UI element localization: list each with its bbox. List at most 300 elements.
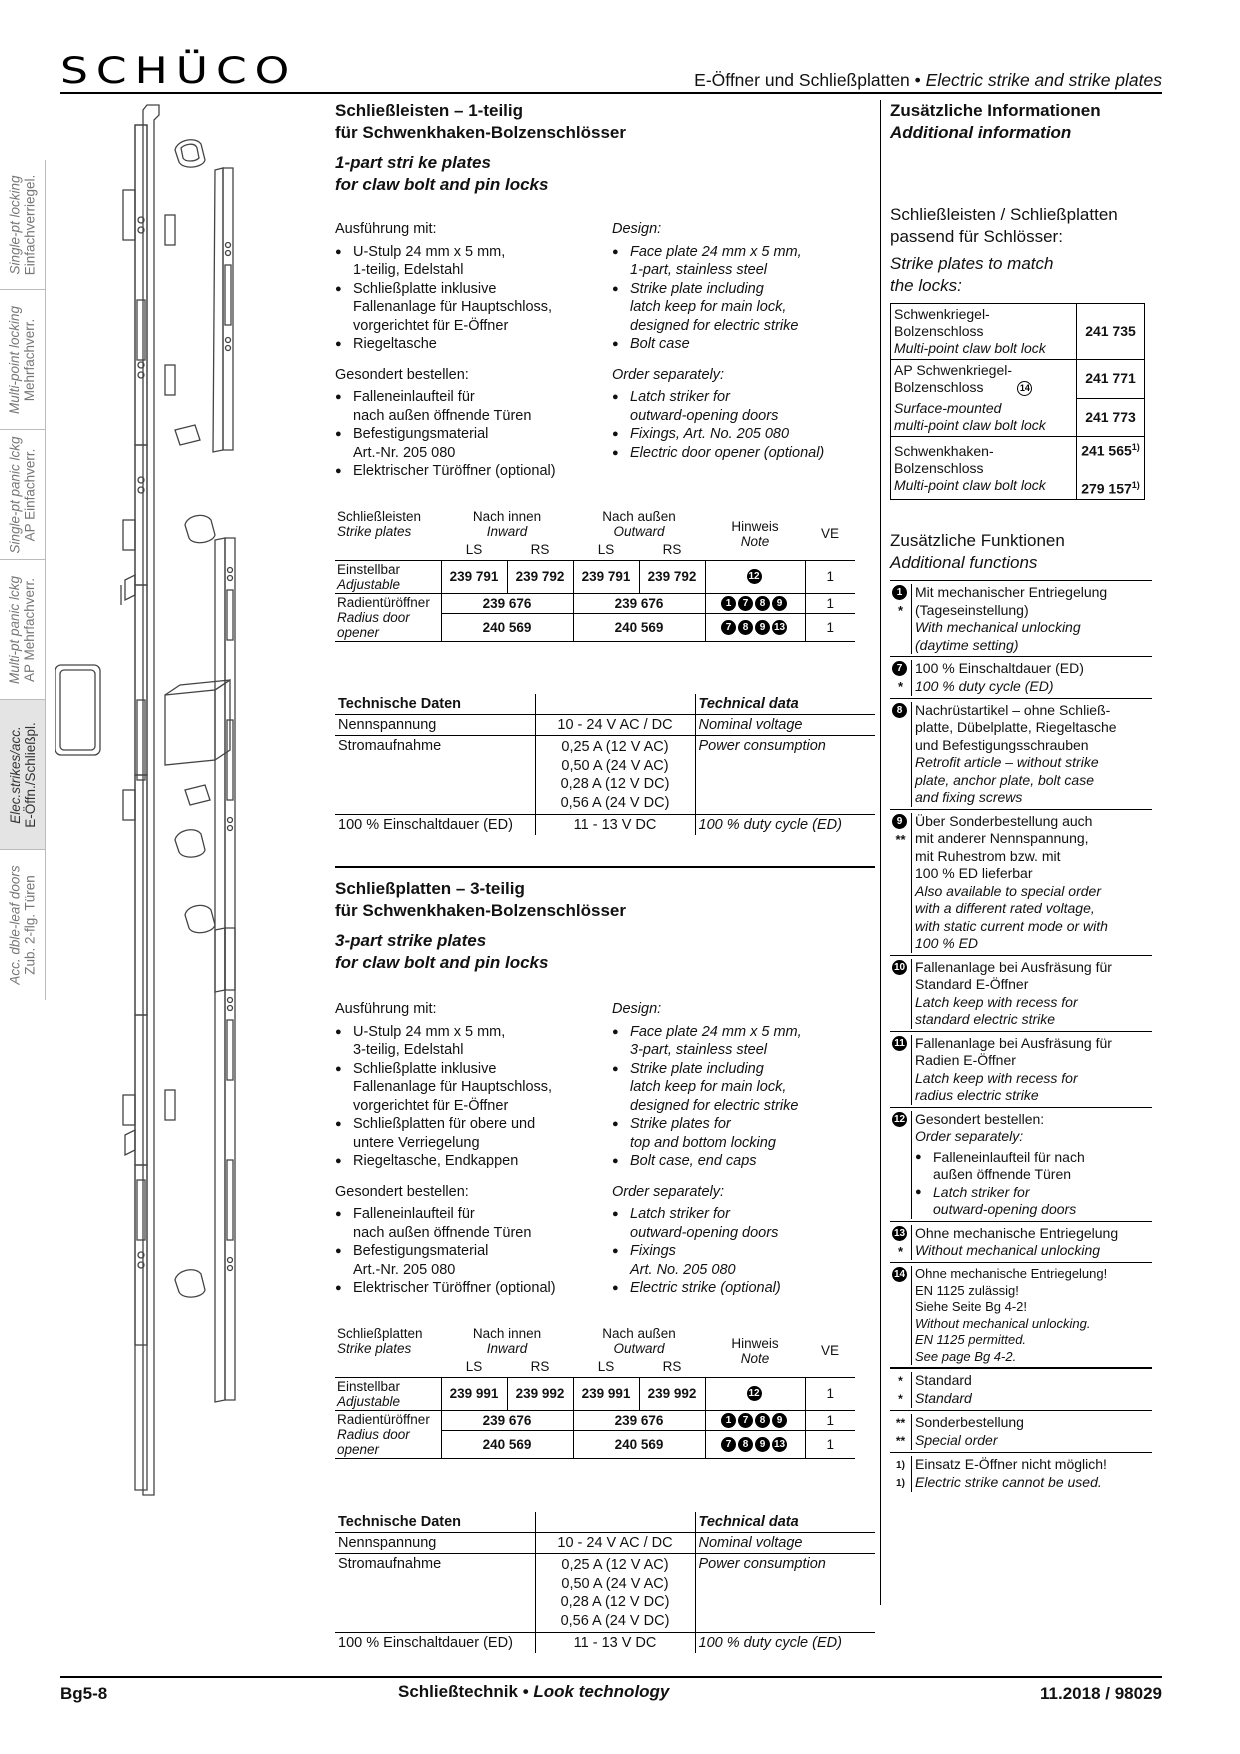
legend-en: Electric strike cannot be used. <box>915 1473 1102 1490</box>
function-item <box>890 1263 1152 1369</box>
ve-value: 1 <box>826 1386 834 1401</box>
row-label <box>335 560 441 593</box>
note-cell <box>705 1430 805 1458</box>
row-label <box>335 1377 441 1410</box>
col-head-strike-plates <box>335 508 441 560</box>
note-badge-icon: 8 <box>755 1413 770 1428</box>
article-number: 239 991 <box>441 1377 507 1410</box>
design-head-en: Design: <box>612 1001 662 1017</box>
table-row <box>891 437 1145 500</box>
legend-mark: 1) <box>896 1477 905 1489</box>
tab-label-de: AP Einfachverr. <box>22 448 38 541</box>
tech-label: Stromaufnahme <box>335 736 535 815</box>
inward-de: Nach innen <box>472 1326 542 1341</box>
table-row <box>891 398 1145 437</box>
tech-label: Nennspannung <box>335 1533 535 1554</box>
match-en-1: Strike plates to match <box>890 254 1054 273</box>
article-number: 239 791 <box>441 560 507 593</box>
order-item: ● Latch striker for outward-opening doors <box>612 388 872 425</box>
design-item: ● Strike plates for top and bottom locking <box>612 1115 872 1152</box>
note-badge-icon: 7 <box>738 1413 753 1428</box>
tab-electric-strikes[interactable] <box>0 700 46 850</box>
ve-value: 1 <box>826 595 834 611</box>
section2-sub-line2: for claw bolt and pin locks <box>335 953 549 972</box>
function-badge-icon: 8 <box>892 703 907 718</box>
note-cell <box>705 1377 805 1410</box>
row-en: Adjustable <box>337 576 401 592</box>
ve-value: 1 <box>826 619 834 635</box>
tech-label: Nennspannung <box>335 715 535 736</box>
function-item <box>890 581 1152 657</box>
order-item: ● Falleneinlaufteil für nach außen öffnende Türen <box>335 388 605 425</box>
function-item <box>890 1222 1152 1264</box>
legend-item <box>890 1453 1152 1494</box>
design-item: ● U-Stulp 24 mm x 5 mm, 3-teilig, Edelstahl <box>335 1023 605 1060</box>
article-number: 239 992 <box>639 1377 705 1410</box>
legend-de: Standard <box>915 1372 972 1389</box>
design-item: ● Schließplatte inklusive Fallenanlage für Hauptschloss, vorgerichtet für E-Öffner <box>335 280 605 336</box>
lock-en: Multi-point claw bolt lock <box>894 476 1046 493</box>
match-title <box>890 204 1160 248</box>
additional-info <box>890 100 1160 1494</box>
lock-en: Surface-mounted <box>894 400 1002 416</box>
function-en: Also available to special order with a different rated voltage, with static current mode or with 100 % ED <box>915 882 1108 952</box>
row-en: Adjustable <box>337 1393 401 1409</box>
function-de: Fallenanlage bei Ausfräsung für Radien E-Öffner <box>915 1034 1112 1069</box>
function-badge-icon: 14 <box>893 1269 906 1281</box>
function-de: Ohne mechanische Entriegelung <box>915 1224 1119 1241</box>
function-badge-icon: 13 <box>893 1227 906 1239</box>
order-item: ● Fixings Art. No. 205 080 <box>612 1242 872 1279</box>
article-number: 239 792 <box>639 560 705 593</box>
design-head-en: Design: <box>612 221 662 237</box>
footer-date: 11.2018 / 98029 <box>1040 1684 1162 1703</box>
function-badge-icon: 11 <box>892 1036 907 1051</box>
order-item: ● Befestigungsmaterial Art.-Nr. 205 080 <box>335 425 605 462</box>
function-en: Latch keep with recess for radius electric strike <box>915 1069 1078 1104</box>
note-badge-icon: 9 <box>755 1437 770 1452</box>
col-head-note <box>705 1325 805 1377</box>
article-number: 240 569 <box>441 613 573 641</box>
legend-item <box>890 1411 1152 1453</box>
note-badge-icon: 9 <box>772 596 787 611</box>
tech-value: 10 - 24 V AC / DC <box>535 1533 695 1554</box>
note-en: Note <box>740 533 770 549</box>
note-badge-icon: 9 <box>755 620 770 635</box>
section-3-part <box>335 878 865 974</box>
tech-value <box>535 736 695 815</box>
legend-mark: * <box>898 1391 903 1406</box>
col-head-note <box>705 508 805 560</box>
row-de: Einstellbar <box>337 1378 401 1394</box>
col-head-strike-plates <box>335 1325 441 1377</box>
function-de: Über Sonderbestellung auch mit anderer Nennspannung, mit Ruhestrom bzw. mit 100 % ED lieferbar <box>915 812 1093 882</box>
legend-en: Standard <box>915 1389 972 1406</box>
order-head-de: Gesondert bestellen: <box>335 366 469 383</box>
legend-en: Special order <box>915 1431 998 1448</box>
table-row <box>335 560 855 593</box>
tab-label-en: Elec.strikes/acc. <box>7 725 23 824</box>
match-de-1: Schließleisten / Schließplatten <box>890 205 1118 224</box>
note-badge-icon: 12 <box>748 1388 760 1400</box>
col-rs: RS <box>662 1359 682 1375</box>
inward-en: Inward <box>486 524 528 539</box>
design-item: ● Face plate 24 mm x 5 mm, 1-part, stainless steel <box>612 243 872 280</box>
tech-label-en: Nominal voltage <box>698 1535 803 1551</box>
order-item: ● Elektrischer Türöffner (optional) <box>335 462 605 481</box>
note-de: Hinweis <box>731 1335 779 1351</box>
row-de: Radientüröffner <box>337 1411 430 1427</box>
section1-design-de <box>335 220 605 481</box>
function-en: 100 % duty cycle (ED) <box>915 677 1054 694</box>
order-item: ● Latch striker for outward-opening doors <box>612 1205 872 1242</box>
function-item <box>890 810 1152 956</box>
legend-mark: ** <box>895 1416 906 1431</box>
function-item <box>890 657 1152 699</box>
section1-subtitle <box>335 152 865 196</box>
head-de: Schließplatten <box>337 1326 423 1341</box>
article-number: 239 792 <box>507 560 573 593</box>
tech-value-line: 0,56 A (24 V DC) <box>560 1612 670 1629</box>
function-de: Mit mechanischer Entriegelung (Tageseinstellung) <box>915 584 1108 618</box>
lock-name <box>891 304 1077 360</box>
note-badge-icon: 9 <box>772 1413 787 1428</box>
article-number: 239 676 <box>573 593 705 613</box>
match-de-2: passend für Schlösser: <box>890 227 1063 246</box>
col-ls: LS <box>597 542 615 558</box>
col-ls: LS <box>465 1359 483 1375</box>
head-de: Schließleisten <box>337 509 422 524</box>
lock-number: 241 771 <box>1077 360 1145 399</box>
note-badge-icon: 7 <box>721 620 736 635</box>
section1-sub-line2: for claw bolt and pin locks <box>335 175 549 194</box>
col-ls: LS <box>465 542 483 558</box>
legend-mark: * <box>898 1374 903 1389</box>
tech-head-de: Technische Daten <box>338 1514 462 1530</box>
section2-title <box>335 878 865 922</box>
strike-plate-lower <box>165 905 235 1402</box>
row-label <box>335 1410 441 1458</box>
section2-title-line1: Schließplatten – 3-teilig <box>335 879 525 898</box>
col-rs: RS <box>530 1359 550 1375</box>
outward-de: Nach außen <box>602 1326 676 1341</box>
col-rs: RS <box>530 542 550 558</box>
design-item: ● U-Stulp 24 mm x 5 mm, 1-teilig, Edelstahl <box>335 243 605 280</box>
function-star: * <box>897 679 904 695</box>
lock-de: AP Schwenkriegel- <box>894 362 1013 378</box>
function-item <box>890 956 1152 1032</box>
article-number: 239 992 <box>507 1377 573 1410</box>
tab-label-en: Single-pt panic lckg <box>7 435 23 554</box>
info-title-en: Additional information <box>890 123 1072 142</box>
tech-head-de: Technische Daten <box>338 696 462 712</box>
table-row <box>335 1410 855 1430</box>
tab-label-en: Single-pt locking <box>7 174 23 275</box>
order-head-de: Gesondert bestellen: <box>335 1183 469 1200</box>
section-1-part <box>335 100 865 196</box>
tech-label-en: 100 % duty cycle (ED) <box>698 817 842 833</box>
design-item: ● Schließplatte inklusive Fallenanlage für Hauptschloss, vorgerichtet für E-Öffner <box>335 1060 605 1116</box>
design-item: ● Face plate 24 mm x 5 mm, 3-part, stainless steel <box>612 1023 872 1060</box>
header-sep: • <box>909 70 926 90</box>
tech-table-1 <box>335 694 875 835</box>
col-head-ve: VE <box>820 526 839 542</box>
tech-value-line: 0,25 A (12 V AC) <box>561 1557 669 1573</box>
note-badge-icon: 1 <box>721 1413 736 1428</box>
note-badge-icon: 13 <box>773 1438 786 1450</box>
design-item: ● Schließplatten für obere und untere Verriegelung <box>335 1115 605 1152</box>
design-item: ● Riegeltasche <box>335 335 605 354</box>
tab-label-en: Multi-point locking <box>7 305 23 414</box>
design-head-de: Ausführung mit: <box>335 1001 437 1017</box>
function-de: Ohne mechanische Entriegelung! EN 1125 zulässig! Siehe Seite Bg 4-2! <box>915 1266 1108 1315</box>
info-title <box>890 100 1160 144</box>
lock-number: 241 735 <box>1077 304 1145 360</box>
tab-label-en: Multi-pt panic lckg <box>7 575 23 684</box>
lock-name <box>891 437 1077 500</box>
tech-value-line: 0,25 A (12 V AC) <box>561 739 669 755</box>
design-item: ● Bolt case <box>612 335 872 354</box>
match-subtitle <box>890 253 1160 297</box>
function-list-de: ● Falleneinlaufteil für nach außen öffnende Türen <box>915 1149 1152 1184</box>
tech-value: 10 - 24 V AC / DC <box>535 715 695 736</box>
function-star: ** <box>895 831 906 847</box>
outward-de: Nach außen <box>602 509 676 524</box>
col-head-ve: VE <box>820 1343 839 1359</box>
order-table-1 <box>335 508 855 642</box>
tech-value-line: 0,28 A (12 V DC) <box>560 1594 670 1610</box>
legend-de: Einsatz E-Öffner nicht möglich! <box>915 1456 1107 1473</box>
lock-number <box>1077 437 1145 500</box>
article-number: 239 791 <box>573 560 639 593</box>
ve-value: 1 <box>826 1436 834 1452</box>
tab-label-de: Einfachverriegel. <box>22 174 38 275</box>
functions-title-en: Additional functions <box>890 553 1038 573</box>
function-en: Latch keep with recess for standard electric strike <box>915 993 1078 1028</box>
tech-label: 100 % Einschaltdauer (ED) <box>335 815 535 836</box>
footer-center <box>398 1682 669 1702</box>
tech-value-line: 0,56 A (24 V DC) <box>560 794 670 811</box>
col-head-inward <box>441 1325 573 1357</box>
footer-sep: • <box>517 1682 534 1701</box>
section2-title-line2: für Schwenkhaken-Bolzenschlösser <box>335 901 626 920</box>
tech-label-en: 100 % duty cycle (ED) <box>698 1635 842 1651</box>
outward-en: Outward <box>613 524 665 539</box>
design-item: ● Strike plate including latch keep for main lock, designed for electric strike <box>612 280 872 336</box>
col-head-outward <box>573 1325 705 1357</box>
lock-name <box>891 360 1077 399</box>
tab-double-leaf-doors[interactable] <box>0 850 46 1000</box>
article-number: 239 991 <box>573 1377 639 1410</box>
lock-number: 241 773 <box>1077 398 1145 437</box>
function-badge-icon: 10 <box>893 961 906 973</box>
row-en: opener <box>337 624 380 640</box>
lock-de: Schwenkhaken- <box>894 442 994 459</box>
order-head-en: Order separately: <box>612 1183 725 1200</box>
function-item <box>890 1108 1152 1222</box>
tech-label: 100 % Einschaltdauer (ED) <box>335 1633 535 1654</box>
function-badge-icon: 9 <box>892 814 907 829</box>
note-cell <box>705 613 805 641</box>
section1-title-line1: Schließleisten – 1-teilig <box>335 101 524 120</box>
footer-center-en: Look technology <box>533 1682 670 1701</box>
match-en-2: the locks: <box>890 276 962 295</box>
tab-single-point-panic[interactable] <box>0 430 46 560</box>
lock-de: Bolzenschloss <box>894 459 984 476</box>
lock-de: Bolzenschloss <box>894 323 984 339</box>
note-en: Note <box>740 1350 770 1366</box>
note-badge-icon: 12 <box>748 571 760 583</box>
tab-label-en: Acc. dble-leaf doors <box>7 865 23 985</box>
tech-head-en: Technical data <box>698 696 799 712</box>
article-number: 240 569 <box>441 1430 573 1458</box>
function-item <box>890 1032 1152 1108</box>
tab-multi-point-panic[interactable] <box>0 560 46 700</box>
note-badge-icon: 8 <box>738 620 753 635</box>
section2-design-en <box>612 1000 872 1298</box>
footer-center-de: Schließtechnik <box>398 1682 518 1701</box>
col-head-inward <box>441 508 573 540</box>
tech-value-line: 0,50 A (24 V AC) <box>561 757 669 774</box>
section2-design-de <box>335 1000 605 1298</box>
lock-en: Multi-point claw bolt lock <box>894 340 1046 356</box>
function-badge-icon: 7 <box>892 661 907 676</box>
info-title-de: Zusätzliche Informationen <box>890 101 1101 120</box>
schuco-logo: SCHÜCO <box>60 50 298 92</box>
tech-table-2 <box>335 1512 875 1653</box>
design-item: ● Strike plate including latch keep for main lock, designed for electric strike <box>612 1060 872 1116</box>
lock-de: Schwenkriegel- <box>894 306 990 322</box>
ve-value: 1 <box>826 569 834 584</box>
function-badge-icon: 1 <box>892 585 907 600</box>
note-cell <box>705 593 805 613</box>
function-de: Fallenanlage bei Ausfräsung für Standard E-Öffner <box>915 958 1112 993</box>
design-head-de: Ausführung mit: <box>335 221 437 237</box>
table-row <box>335 593 855 613</box>
row-label <box>335 593 441 641</box>
order-item: ● Elektrischer Türöffner (optional) <box>335 1279 605 1298</box>
order-item: ● Falleneinlaufteil für nach außen öffnende Türen <box>335 1205 605 1242</box>
section1-title <box>335 100 865 144</box>
functions-title <box>890 530 1160 574</box>
article-number: 240 569 <box>573 1430 705 1458</box>
section-rule <box>335 866 875 868</box>
footnote-mark: 1) <box>1131 442 1140 452</box>
note-badge-icon: 13 <box>773 621 786 633</box>
strike-plate-upper <box>165 140 233 452</box>
strike-plate-long-left <box>121 105 159 1495</box>
tech-label-en: Power consumption <box>698 1556 826 1572</box>
inward-en: Inward <box>486 1341 528 1356</box>
function-de: Nachrüstartikel – ohne Schließ- platte, Dübelplatte, Riegeltasche und Befestigungsschrauben <box>915 701 1117 753</box>
order-item: ● Befestigungsmaterial Art.-Nr. 205 080 <box>335 1242 605 1279</box>
function-en: With mechanical unlocking (daytime setting) <box>915 619 1081 653</box>
inward-de: Nach innen <box>472 509 542 524</box>
order-item: ● Electric door opener (optional) <box>612 444 872 463</box>
tab-label-de: Zub. 2-flg. Türen <box>22 875 38 975</box>
tech-value-line: 0,50 A (24 V AC) <box>561 1575 669 1592</box>
note-badge-icon: 7 <box>738 596 753 611</box>
header-title-de: E-Öffner und Schließplatten <box>694 70 910 90</box>
locks-table <box>890 303 1145 500</box>
header-rule <box>60 92 1162 94</box>
legend-mark: 1) <box>896 1460 905 1472</box>
col-rs: RS <box>662 542 682 558</box>
function-en: Retrofit article – without strike plate, anchor plate, bolt case and fixing screws <box>915 754 1099 806</box>
legend-mark: ** <box>895 1433 906 1448</box>
table-row <box>891 360 1145 399</box>
row-de: Radientüröffner <box>337 594 430 610</box>
note-de: Hinweis <box>731 518 779 534</box>
tech-value-line: 0,28 A (12 V DC) <box>560 776 670 792</box>
column-divider <box>880 100 881 1605</box>
row-en: Radius door <box>337 1426 410 1442</box>
table-row <box>891 304 1145 360</box>
row-en: opener <box>337 1441 380 1457</box>
page-number: Bg5-8 <box>60 1684 108 1703</box>
function-de: 100 % Einschaltdauer (ED) <box>915 660 1084 677</box>
lock-number-2: 279 157 <box>1081 480 1132 497</box>
page-header-title <box>694 70 1162 91</box>
function-star: * <box>897 1243 904 1259</box>
article-number: 239 676 <box>573 1410 705 1430</box>
tech-value <box>535 1554 695 1633</box>
function-star: * <box>897 603 904 619</box>
function-item <box>890 699 1152 810</box>
design-item: ● Bolt case, end caps <box>612 1152 872 1171</box>
strike-plates-drawing <box>55 100 335 1500</box>
table-row <box>335 1377 855 1410</box>
tab-single-point-locking[interactable] <box>0 160 46 290</box>
legend-item <box>890 1369 1152 1411</box>
function-en: Without mechanical unlocking <box>915 1242 1101 1259</box>
tab-label-de: E-Öffn./Schließpl. <box>22 721 38 828</box>
function-de: Gesondert bestellen: <box>915 1110 1045 1127</box>
section2-subtitle <box>335 930 865 974</box>
header-title-en: Electric strike and strike plates <box>925 70 1162 90</box>
lock-number-1: 241 565 <box>1081 442 1132 459</box>
note-badge-icon: 14 <box>1017 381 1032 396</box>
tech-value: 11 - 13 V DC <box>535 815 695 836</box>
note-cell <box>705 1410 805 1430</box>
footnote-mark: 1) <box>1131 479 1140 490</box>
lock-de: Bolzenschloss <box>894 379 984 395</box>
tech-label: Stromaufnahme <box>335 1554 535 1633</box>
note-badge-icon: 8 <box>755 596 770 611</box>
col-ls: LS <box>597 1359 615 1375</box>
note-badge-icon: 8 <box>738 1437 753 1452</box>
section1-sub-line1: 1-part stri ke plates <box>335 153 491 172</box>
row-de: Einstellbar <box>337 561 401 577</box>
tech-value: 11 - 13 V DC <box>535 1633 695 1654</box>
tech-label-en: Power consumption <box>698 738 826 754</box>
tech-label-en: Nominal voltage <box>698 717 803 733</box>
order-head-en: Order separately: <box>612 366 725 383</box>
design-item: ● Riegeltasche, Endkappen <box>335 1152 605 1171</box>
article-number: 240 569 <box>573 613 705 641</box>
section1-design-en <box>612 220 872 462</box>
tab-label-de: Mehrfachverr. <box>22 318 38 401</box>
tab-multi-point-locking[interactable] <box>0 290 46 430</box>
col-head-outward <box>573 508 705 540</box>
function-badge-icon: 12 <box>893 1113 906 1125</box>
head-en: Strike plates <box>337 1341 412 1356</box>
section1-title-line2: für Schwenkhaken-Bolzenschlösser <box>335 123 626 142</box>
note-badge-icon: 1 <box>721 596 736 611</box>
tab-label-de: AP Mehrfachverr. <box>22 577 38 682</box>
functions-title-de: Zusätzliche Funktionen <box>890 531 1065 551</box>
note-cell <box>705 560 805 593</box>
